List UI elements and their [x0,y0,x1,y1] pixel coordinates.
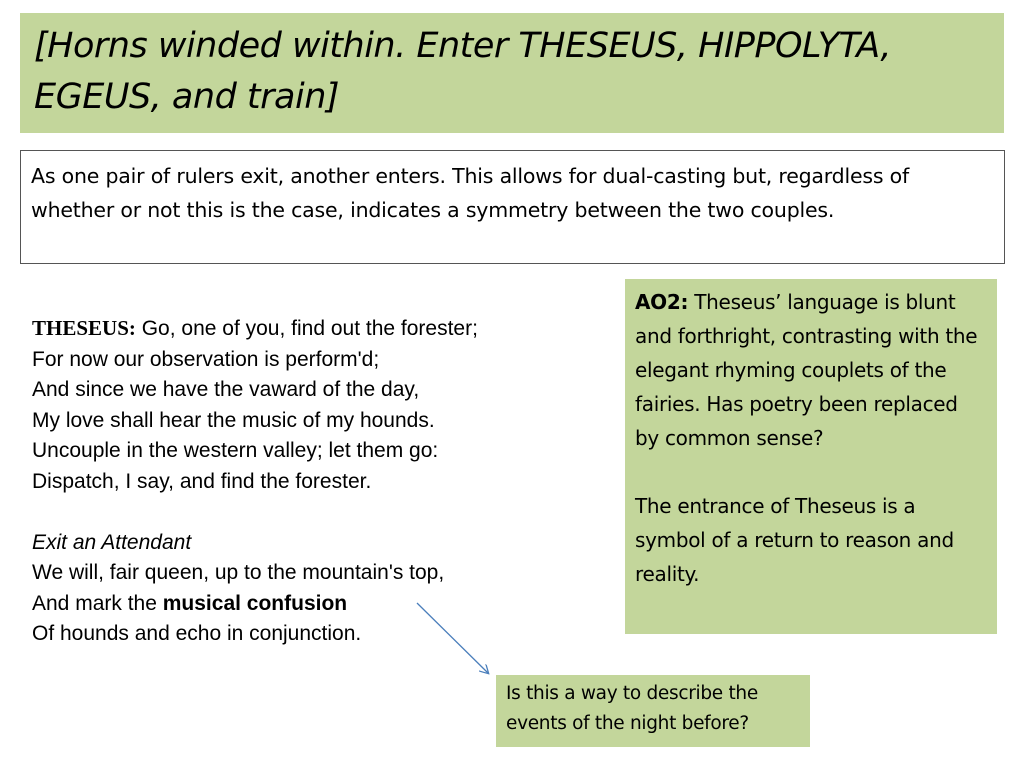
quote-line: Dispatch, I say, and find the forester. [32,469,372,493]
quote-line-text: And mark the [32,591,157,615]
quote-line: And since we have the vaward of the day, [32,378,420,401]
speaker-name: THESEUS: [32,316,136,340]
quote-line: We will, fair queen, up to the mountain's top, [32,561,445,584]
quote-line: For now our observation is perform'd; [32,347,380,371]
ao2-text-2: The entrance of Theseus is a symbol of a return to reason and reality. [635,494,954,586]
intro-text: As one pair of rulers exit, another enters. This allows for dual-casting but, regardless of whether or not this is the case, indicates a symmetry between the two couples. [31,164,910,222]
quote-line-text: Go, one of you, find out the forester; [141,317,478,340]
stage-direction: Exit an Attendant [32,530,192,554]
title-line-1: [Horns winded within. Enter THESEUS, HIPPOLYTA, [34,26,891,66]
highlighted-phrase: musical confusion [162,591,348,615]
ao2-text-1: Theseus’ language is blunt and forthright, contrasting with the elegant rhyming couplets of the fairies. Has poetry been replaced by common sense? [635,290,978,450]
question-text: Is this a way to describe the events of the night before? [506,683,758,734]
ao2-label: AO2: [635,290,689,314]
quote-line: My love shall hear the music of my hounds. [32,408,435,432]
quote-line: Of hounds and echo in conjunction. [32,622,362,645]
title-line-2: EGEUS, and train] [34,77,340,117]
quote-line: Uncouple in the western valley; let them go: [32,439,439,462]
arrow-line [417,603,488,673]
